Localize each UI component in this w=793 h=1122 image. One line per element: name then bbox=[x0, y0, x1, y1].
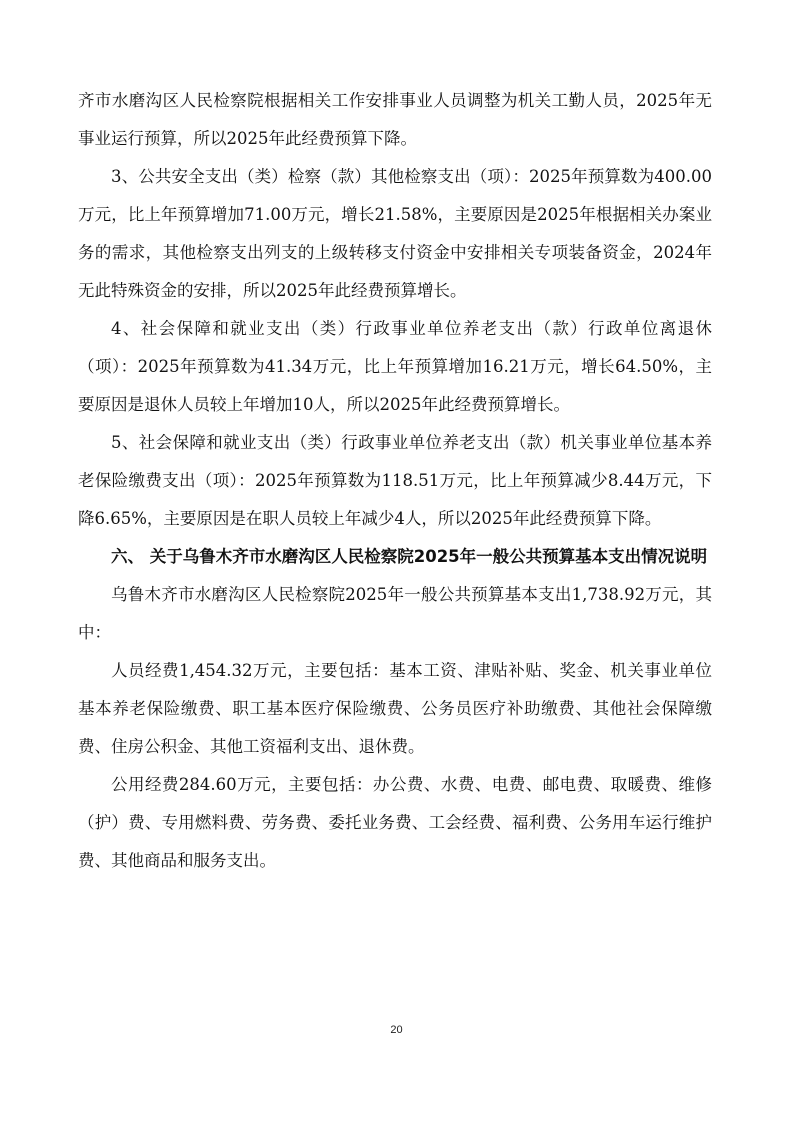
page-number: 20 bbox=[390, 1024, 403, 1036]
page-body bbox=[78, 82, 712, 880]
paragraph-item-3: 3、公共安全支出（类）检察（款）其他检察支出（项）：2025年预算数为400.00万元，比上年预算增加71.00万元，增长21.58%，主要原因是2025年根据相关办案业务的需求，其他检察支出列支的上级转移支付资金中安排相关专项装备资金，2024年无此特殊资金的安排，所以2025年此经费预算增长。 bbox=[78, 167, 712, 300]
paragraph-personnel-expenses: 人员经费1,454.32万元，主要包括：基本工资、津贴补贴、奖金、机关事业单位基本养老保险缴费、职工基本医疗保险缴费、公务员医疗补助缴费、其他社会保障缴费、住房公积金、其他工资福利支出、退休费。 bbox=[78, 661, 712, 756]
paragraph-item-4: 4、社会保障和就业支出（类）行政事业单位养老支出（款）行政单位离退休（项）：2025年预算数为41.34万元，比上年预算增加16.21万元，增长64.50%，主要原因是退休人员较上年增加10人，所以2025年此经费预算增长。 bbox=[78, 319, 712, 414]
section-heading-six: 六、 关于乌鲁木齐市水磨沟区人民检察院2025年一般公共预算基本支出情况说明 bbox=[111, 547, 708, 566]
paragraph-basic-expenditure: 乌鲁木齐市水磨沟区人民检察院2025年一般公共预算基本支出1,738.92万元，其中： bbox=[78, 585, 712, 642]
paragraph-public-expenses: 公用经费284.60万元，主要包括：办公费、水费、电费、邮电费、取暖费、维修（护）费、专用燃料费、劳务费、委托业务费、工会经费、福利费、公务用车运行维护费、其他商品和服务支出。 bbox=[78, 775, 712, 870]
paragraph-continuation: 齐市水磨沟区人民检察院根据相关工作安排事业人员调整为机关工勤人员，2025年无事业运行预算，所以2025年此经费预算下降。 bbox=[78, 91, 712, 148]
paragraph-item-5: 5、社会保障和就业支出（类）行政事业单位养老支出（款）机关事业单位基本养老保险缴费支出（项）：2025年预算数为118.51万元，比上年预算减少8.44万元，下降6.65%，主要原因是在职人员较上年减少4人，所以2025年此经费预算下降。 bbox=[78, 433, 712, 528]
